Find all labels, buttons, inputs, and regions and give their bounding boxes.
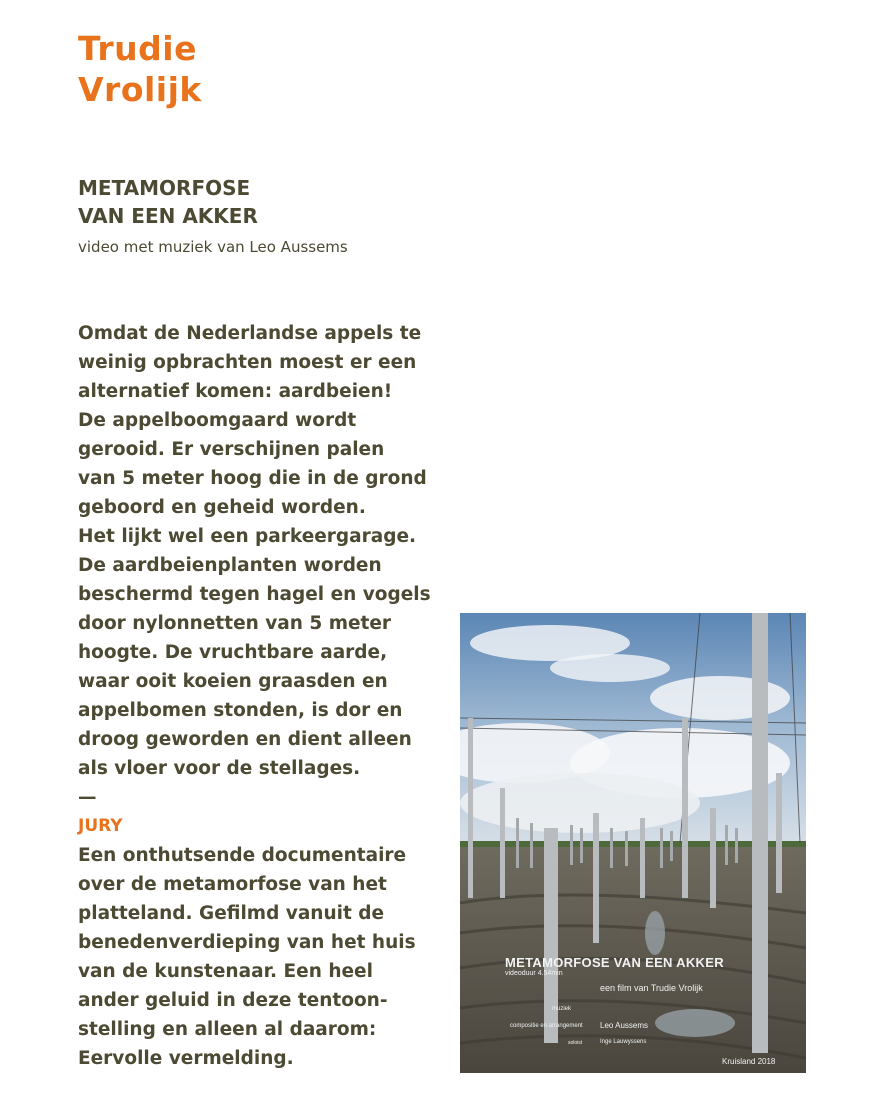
jury-line: van de kunstenaar. Een heel [78, 961, 373, 982]
jury-line: benedenverdieping van het huis [78, 932, 416, 953]
jury-line: platteland. Gefilmd vanuit de [78, 903, 385, 924]
description-line: gerooid. Er verschijnen palen [78, 439, 385, 460]
description-line: alternatief komen: aardbeien! [78, 381, 393, 402]
description-line: als vloer voor de stellages. [78, 758, 361, 779]
poster-music-label: muziek [552, 1006, 572, 1012]
artist-name [78, 28, 202, 110]
poster-footer: Kruisland 2018 [722, 1057, 776, 1066]
description-line: Het lijkt wel een parkeergarage. [78, 526, 417, 547]
work-title-line-1: METAMORFOSE [78, 176, 251, 200]
jury-line: Eervolle vermelding. [78, 1048, 294, 1069]
poster-duration: videoduur 4.54min [505, 970, 563, 977]
poster-soloist: Inge Lauwyssens [600, 1039, 647, 1045]
work-title [78, 174, 258, 230]
description-line: van 5 meter hoog die in de grond [78, 468, 427, 489]
jury-line: ander geluid in deze tentoon- [78, 990, 388, 1011]
work-title-line-2: VAN EEN AKKER [78, 204, 258, 228]
artist-first-name: Trudie [78, 29, 197, 68]
poster-title: METAMORFOSE VAN EEN AKKER [505, 955, 724, 970]
jury-line: over de metamorfose van het [78, 874, 387, 895]
description-line: appelbomen stonden, is dor en [78, 700, 403, 721]
artist-last-name: Vrolijk [78, 70, 202, 109]
jury-heading: JURY [78, 816, 123, 836]
description-line: beschermd tegen hagel en vogels [78, 584, 431, 605]
description-line: waar ooit koeien graasden en [78, 671, 388, 692]
body-text [78, 319, 431, 1073]
poster-photo [460, 613, 806, 1073]
poster-soloist-label: soloist [568, 1040, 583, 1046]
jury-line: Een onthutsende documentaire [78, 845, 407, 866]
separator-dash: — [78, 787, 97, 808]
description-line: De appelboomgaard wordt [78, 410, 357, 431]
description-line: hoogte. De vruchtbare aarde, [78, 642, 388, 663]
description-line: Omdat de Nederlandse appels te [78, 323, 422, 344]
jury-line: stelling en alleen al daarom: [78, 1019, 377, 1040]
description-line: door nylonnetten van 5 meter [78, 613, 392, 634]
description-line: droog geworden en dient alleen [78, 729, 412, 750]
description-line: De aardbeienplanten worden [78, 555, 382, 576]
poster-composer: Leo Aussems [600, 1021, 649, 1030]
film-poster [460, 613, 806, 1073]
description-line: geboord en geheid worden. [78, 497, 366, 518]
poster-composition-label: compositie en arrangement [510, 1023, 583, 1029]
poster-film-by: een film van Trudie Vrolijk [600, 983, 703, 993]
work-subtitle: video met muziek van Leo Aussems [78, 238, 348, 256]
description-line: weinig opbrachten moest er een [78, 352, 417, 373]
